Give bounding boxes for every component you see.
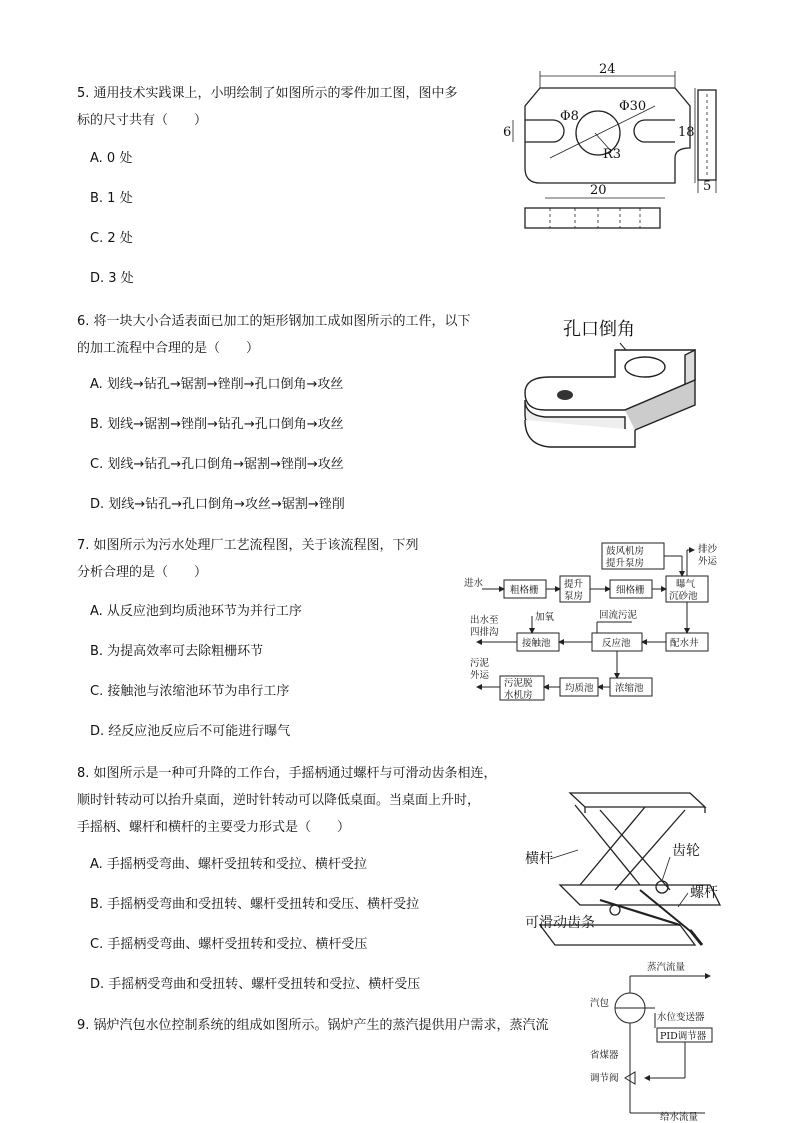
stem-line: 的加工流程中合理的是（ ） [77, 341, 260, 356]
stem-line: 7. 如图所示为污水处理厂工艺流程图，关于该流程图，下列 [77, 538, 419, 553]
question-5-stem [77, 80, 458, 134]
blower-text: 提升泵房 [606, 558, 645, 569]
dim-label: R3 [603, 147, 622, 162]
option-b[interactable]: B. 1 处 [90, 191, 133, 206]
sand-text: 外运 [698, 556, 718, 567]
lift-table-figure [520, 775, 725, 955]
pump-text: 泵房 [564, 591, 584, 602]
pump-text: 提升 [564, 579, 584, 590]
sand-text: 排沙 [698, 544, 718, 555]
option-c[interactable]: C. 手摇柄受弯曲、螺杆受扭转和受拉、横杆受压 [90, 937, 368, 952]
dim-label: Φ8 [560, 109, 579, 124]
option-b[interactable]: B. 手摇柄受弯曲和受扭转、螺杆受扭转和受压、横杆受拉 [90, 897, 420, 912]
fine-screen: 细格栅 [616, 585, 645, 596]
beam-label: 横杆 [525, 851, 553, 867]
stem-line: 8. 如图所示是一种可升降的工作台，手摇柄通过螺杆与可滑动齿条相连， [77, 766, 497, 781]
stem-line: 9. 锅炉汽包水位控制系统的组成如图所示。锅炉产生的蒸汽提供用户需求，蒸汽流 [77, 1018, 549, 1033]
gear-label: 齿轮 [672, 843, 700, 859]
equalization-tank: 均质池 [565, 683, 594, 694]
rack-label: 可滑动齿条 [525, 915, 595, 931]
steam-flow-label: 蒸汽流量 [647, 962, 686, 973]
workpiece-figure [515, 305, 710, 460]
dim-label: 24 [599, 62, 616, 77]
dim-label: 20 [590, 183, 607, 198]
dewater-text: 污泥脱 [504, 678, 533, 689]
stem-line: 标的尺寸共有（ ） [77, 113, 208, 128]
boiler-control-figure [585, 958, 715, 1123]
sewage-flowchart [462, 538, 727, 703]
coarse-screen: 粗格栅 [510, 585, 539, 596]
option-c[interactable]: C. 接触池与浓缩池环节为串行工序 [90, 684, 290, 699]
question-8-stem [77, 760, 497, 841]
drum-label: 汽包 [590, 998, 610, 1009]
stem-line: 6. 将一块大小合适表面已加工的矩形钢加工成如图所示的工件，以下 [77, 314, 471, 329]
option-d[interactable]: D. 划线→钻孔→孔口倒角→攻丝→锯割→锉削 [90, 497, 345, 512]
screw-label: 螺杆 [690, 885, 718, 901]
outlet-text: 出水至 [470, 615, 499, 626]
dim-label: 6 [503, 125, 512, 140]
option-b[interactable]: B. 划线→锯割→锉削→钻孔→孔口倒角→攻丝 [90, 417, 344, 432]
valve-label: 调节阀 [590, 1073, 619, 1084]
part-drawing-figure [495, 58, 725, 238]
outlet-text: 四排沟 [470, 627, 499, 638]
sludge-out-text: 污泥 [470, 658, 490, 669]
option-c[interactable]: C. 划线→钻孔→孔口倒角→锯割→锉削→攻丝 [90, 457, 344, 472]
question-9-stem [77, 1012, 549, 1039]
transmitter-label: 水位变送器 [657, 1012, 705, 1023]
aeration-text: 沉砂池 [669, 591, 698, 602]
question-6-stem [77, 308, 471, 362]
feed-flow-label: 给水流量 [660, 1112, 699, 1123]
contact-tank: 接触池 [522, 638, 551, 649]
option-d[interactable]: D. 手摇柄受弯曲和受扭转、螺杆受扭转和受拉、横杆受压 [90, 977, 421, 992]
stem-line: 5. 通用技术实践课上，小明绘制了如图所示的零件加工图，图中多 [77, 86, 458, 101]
economizer-label: 省煤器 [590, 1050, 619, 1061]
option-a[interactable]: A. 手摇柄受弯曲、螺杆受扭转和受拉、横杆受拉 [90, 857, 367, 872]
dim-label: 18 [678, 125, 695, 140]
dewater-text: 水机房 [504, 690, 533, 701]
option-b[interactable]: B. 为提高效率可去除粗栅环节 [90, 644, 264, 659]
reaction-tank: 反应池 [602, 638, 631, 649]
thickening-tank: 浓缩池 [615, 683, 644, 694]
option-d[interactable]: D. 经反应池反应后不可能进行曝气 [90, 724, 291, 739]
return-sludge-text: 回流污泥 [599, 610, 638, 621]
dim-label: 5 [703, 179, 712, 194]
option-a[interactable]: A. 0 处 [90, 151, 133, 166]
dim-label: Φ30 [619, 99, 647, 114]
option-a[interactable]: A. 从反应池到均质池环节为并行工序 [90, 604, 302, 619]
stem-line: 分析合理的是（ ） [77, 565, 208, 580]
oxygen-text: 加氧 [535, 612, 555, 623]
blower-text: 鼓风机房 [606, 546, 645, 557]
aeration-text: 曝气 [676, 579, 696, 590]
option-c[interactable]: C. 2 处 [90, 231, 133, 246]
question-7-stem [77, 532, 419, 586]
option-a[interactable]: A. 划线→钻孔→锯割→锉削→孔口倒角→攻丝 [90, 377, 344, 392]
stem-line: 手摇柄、螺杆和横杆的主要受力形式是（ ） [77, 820, 351, 835]
pid-label: PID调节器 [660, 1031, 707, 1042]
distribution-well: 配水井 [670, 638, 699, 649]
inlet-text: 进水 [464, 578, 484, 589]
stem-line: 顺时针转动可以抬升桌面，逆时针转动可以降低桌面。当桌面上升时， [77, 793, 481, 808]
option-d[interactable]: D. 3 处 [90, 271, 134, 286]
sludge-out-text: 外运 [470, 670, 490, 681]
chamfer-label: 孔口倒角 [563, 319, 635, 340]
